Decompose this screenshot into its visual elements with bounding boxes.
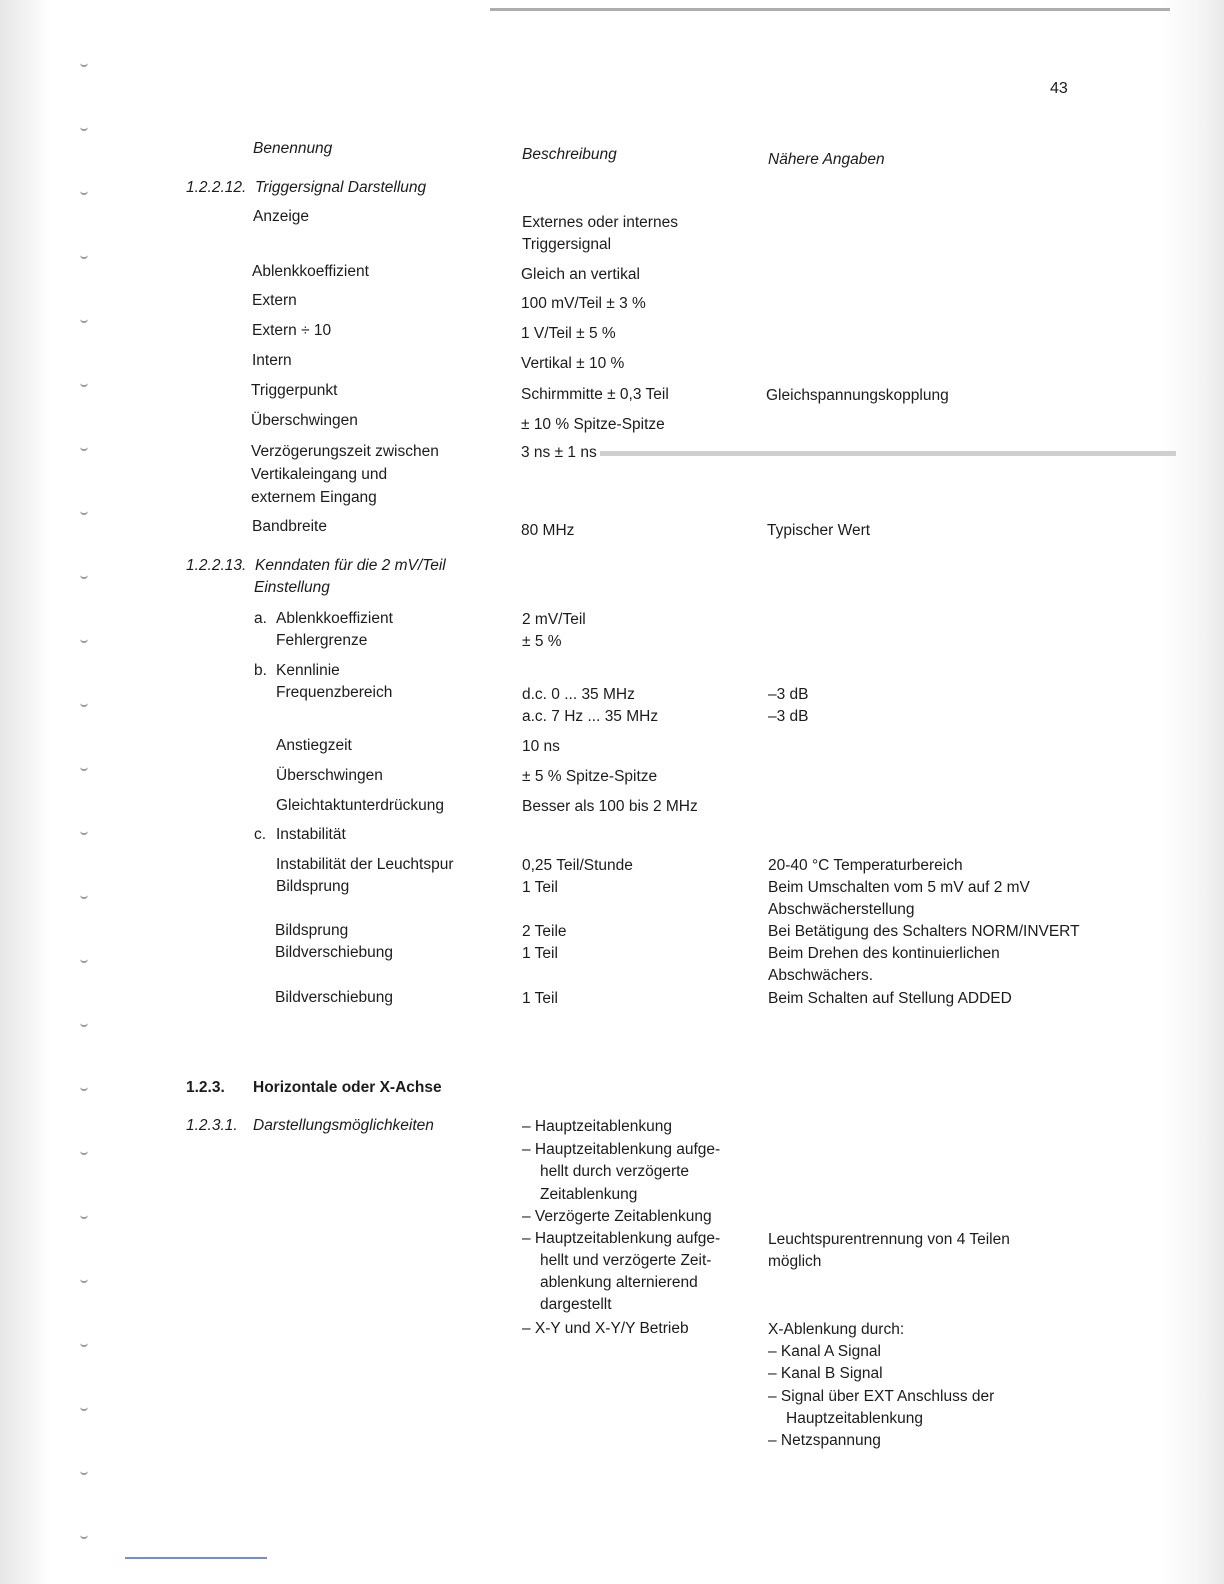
row-note: Abschwächerstellung (768, 901, 915, 918)
list-item: dargestellt (540, 1296, 612, 1313)
row-description: 3 ns ± 1 ns (521, 444, 597, 461)
row-description: 1 V/Teil ± 5 % (521, 325, 616, 342)
punch-mark (80, 1406, 88, 1411)
row-description: 100 mV/Teil ± 3 % (521, 295, 646, 312)
row-description: Vertikal ± 10 % (521, 355, 625, 372)
punch-mark (80, 766, 88, 771)
row-label: Anzeige (253, 208, 310, 225)
row-description: a.c. 7 Hz ... 35 MHz (522, 708, 659, 725)
list-item: – Signal über EXT Anschluss der (768, 1388, 995, 1405)
section-number: 1.2.2.13. (186, 557, 247, 574)
row-note: 20-40 °C Temperaturbereich (768, 857, 963, 874)
row-label: Bildsprung (275, 922, 349, 939)
row-description: 1 Teil (522, 879, 558, 896)
row-description: 2 Teile (522, 923, 567, 940)
punch-mark (80, 126, 88, 131)
list-item: Hauptzeitablenkung (786, 1410, 924, 1427)
list-item: ablenkung alternierend (540, 1274, 698, 1291)
row-description: Gleich an vertikal (521, 266, 640, 283)
punch-mark (80, 1022, 88, 1027)
row-label: Anstiegzeit (276, 737, 352, 754)
punch-mark (80, 1086, 88, 1091)
row-label: Bildverschiebung (275, 944, 394, 961)
row-label: Instabilität der Leuchtspur (276, 856, 454, 873)
header-benennung: Benennung (253, 140, 333, 157)
row-description: Besser als 100 bis 2 MHz (522, 798, 698, 815)
list-item: Zeitablenkung (540, 1186, 638, 1203)
list-item: – X-Y und X-Y/Y Betrieb (522, 1320, 689, 1337)
row-label: Vertikaleingang und (251, 466, 388, 483)
row-note: Beim Drehen des kontinuierlichen (768, 945, 1000, 962)
row-label: Bandbreite (252, 518, 327, 535)
scan-artifact-line (600, 451, 1176, 456)
punch-mark (80, 958, 88, 963)
row-description: Triggersignal (522, 236, 612, 253)
footnote-rule (125, 1557, 267, 1559)
punch-mark (80, 830, 88, 835)
row-note: Typischer Wert (767, 522, 871, 539)
row-description: Externes oder internes (522, 214, 678, 231)
row-label: Instabilität (276, 826, 346, 843)
punch-mark (80, 1470, 88, 1475)
row-note: Bei Betätigung des Schalters NORM/INVERT (768, 923, 1080, 940)
punch-mark (80, 62, 88, 67)
section-number: 1.2.2.12. (186, 179, 247, 196)
header-beschreibung: Beschreibung (522, 146, 617, 163)
row-label: Überschwingen (276, 767, 383, 784)
row-description: d.c. 0 ... 35 MHz (522, 686, 635, 703)
row-description: ± 5 % (522, 633, 562, 650)
row-label: Verzögerungszeit zwischen (251, 443, 439, 460)
punch-mark (80, 382, 88, 387)
binding-edge (0, 0, 50, 1584)
row-description: 0,25 Teil/Stunde (522, 857, 633, 874)
punch-mark (80, 446, 88, 451)
row-note: möglich (768, 1253, 822, 1270)
row-description: ± 10 % Spitze-Spitze (521, 416, 665, 433)
row-description: 2 mV/Teil (522, 611, 586, 628)
row-label: Gleichtaktunterdrückung (276, 797, 445, 814)
list-marker: a. (254, 610, 267, 627)
page-number: 43 (1050, 80, 1068, 97)
list-item: hellt durch verzögerte (540, 1163, 690, 1180)
row-note: Beim Schalten auf Stellung ADDED (768, 990, 1012, 1007)
list-item: – Kanal B Signal (768, 1365, 883, 1382)
scan-artifact-top (490, 8, 1170, 11)
row-note: –3 dB (768, 708, 809, 725)
punch-mark (80, 318, 88, 323)
list-marker: c. (254, 826, 267, 843)
list-item: hellt und verzögerte Zeit- (540, 1252, 712, 1269)
section-title: Triggersignal Darstellung (255, 179, 427, 196)
punch-mark (80, 1214, 88, 1219)
row-description: ± 5 % Spitze-Spitze (522, 768, 658, 785)
row-description: Schirmmitte ± 0,3 Teil (521, 386, 669, 403)
row-label: Extern (252, 292, 297, 309)
punch-mark (80, 894, 88, 899)
row-description: 10 ns (522, 738, 560, 755)
list-marker: b. (254, 662, 267, 679)
punch-mark (80, 1534, 88, 1539)
row-description: 1 Teil (522, 990, 558, 1007)
punch-mark (80, 254, 88, 259)
row-label: externem Eingang (251, 489, 377, 506)
punch-mark (80, 1342, 88, 1347)
punch-mark (80, 1278, 88, 1283)
section-title: Einstellung (254, 579, 330, 596)
header-naehere-angaben: Nähere Angaben (768, 151, 885, 168)
row-note: X-Ablenkung durch: (768, 1321, 905, 1338)
row-label: Bildsprung (276, 878, 350, 895)
list-item: – Verzögerte Zeitablenkung (522, 1208, 712, 1225)
section-title: Darstellungsmöglichkeiten (253, 1117, 434, 1134)
list-item: – Kanal A Signal (768, 1343, 881, 1360)
list-item: – Hauptzeitablenkung aufge- (522, 1141, 721, 1158)
row-note: Leuchtspurentrennung von 4 Teilen (768, 1231, 1010, 1248)
row-note: –3 dB (768, 686, 809, 703)
row-label: Intern (252, 352, 292, 369)
section-number: 1.2.3.1. (186, 1117, 238, 1134)
row-label: Kennlinie (276, 662, 340, 679)
section-title: Horizontale oder X-Achse (253, 1079, 442, 1096)
punch-mark (80, 638, 88, 643)
row-description: 80 MHz (521, 522, 575, 539)
row-label: Bildverschiebung (275, 989, 394, 1006)
row-label: Extern ÷ 10 (252, 322, 332, 339)
list-item: – Hauptzeitablenkung (522, 1118, 672, 1135)
section-title: Kenndaten für die 2 mV/Teil (255, 557, 446, 574)
list-item: – Hauptzeitablenkung aufge- (522, 1230, 721, 1247)
row-label: Ablenkkoeffizient (276, 610, 393, 627)
list-item: – Netzspannung (768, 1432, 881, 1449)
row-note: Gleichspannungskopplung (766, 387, 949, 404)
punch-mark (80, 190, 88, 195)
row-description: 1 Teil (522, 945, 558, 962)
page-edge-shadow (1162, 0, 1224, 1584)
punch-mark (80, 510, 88, 515)
row-label: Ablenkkoeffizient (252, 263, 369, 280)
punch-mark (80, 574, 88, 579)
punch-mark (80, 702, 88, 707)
punch-mark (80, 1150, 88, 1155)
row-note: Abschwächers. (768, 967, 874, 984)
row-label: Triggerpunkt (251, 382, 338, 399)
section-number: 1.2.3. (186, 1079, 225, 1096)
row-label: Überschwingen (251, 412, 358, 429)
row-label: Fehlergrenze (276, 632, 368, 649)
row-label: Frequenzbereich (276, 684, 393, 701)
row-note: Beim Umschalten vom 5 mV auf 2 mV (768, 879, 1030, 896)
